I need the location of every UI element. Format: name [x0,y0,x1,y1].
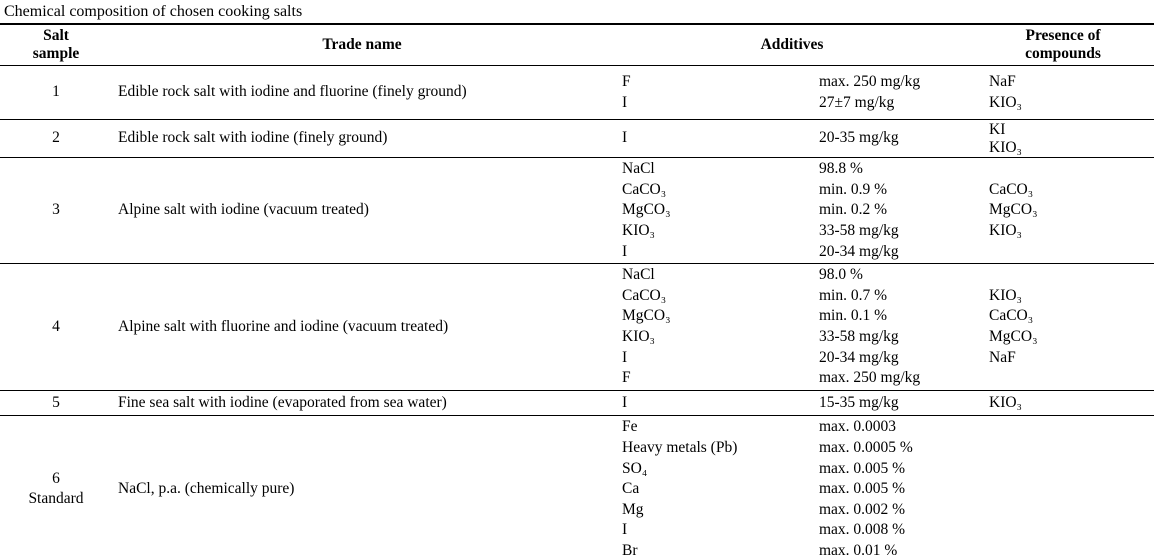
header-salt-sample-line1: Salt [43,27,69,44]
salt-sample-cell [0,158,112,264]
additive-name: I [622,348,628,366]
trade-name-cell: NaCl, p.a. (chemically pure) [118,480,295,498]
trade-name-cell: Alpine salt with fluorine and iodine (vacuum treated) [112,264,612,391]
salt-sample-note: Standard [28,490,84,508]
table-row-2 [0,120,1154,158]
additive-name: F [622,369,631,387]
additive-name-cell [612,120,807,158]
additive-name: Mg [622,500,644,518]
presence-compound: CaCO₃ [989,307,1034,325]
presence-cell [972,416,1154,560]
additive-amount: 98.0 % [819,266,863,284]
additive-name: I [622,129,628,147]
trade-name-cell: Alpine salt with iodine (vacuum treated) [112,158,612,264]
additive-amount-cell [807,158,972,264]
additive-name: SO₄ [622,459,648,477]
presence-cell [972,120,1154,158]
presence-compound: KIO₃ [989,221,1022,239]
additive-name: MgCO₃ [622,201,671,219]
additive-amount: 33-58 mg/kg [819,327,899,345]
presence-cell [972,66,1154,120]
additive-name: Br [622,541,638,559]
trade-name-cell: Edible rock salt with iodine and fluorine (finely ground) [112,66,612,120]
header-presence-line2: compounds [1025,45,1101,62]
additive-amount: 27±7 mg/kg [819,93,895,111]
salt-sample-number: 4 [52,317,60,335]
additive-amount: max. 0.005 % [819,459,906,477]
additive-amount: max. 0.0003 [819,418,897,436]
additive-amount: min. 0.9 % [819,180,888,198]
presence-compound: KIO₃ [989,138,1022,156]
additive-amount: 33-58 mg/kg [819,221,899,239]
presence-compound: MgCO₃ [989,201,1038,219]
additive-amount: 20-34 mg/kg [819,348,899,366]
additive-amount: min. 0.2 % [819,201,888,219]
additive-name-cell [612,158,807,264]
additive-amount: max. 250 mg/kg [819,369,921,387]
salt-composition-table [0,23,1154,560]
additive-amount: max. 0.002 % [819,500,906,518]
additive-amount: max. 250 mg/kg [819,73,921,90]
table-row-6 [0,416,1154,560]
salt-sample-cell [0,264,112,391]
additive-name: I [622,242,628,260]
additive-name: Fe [622,418,638,436]
additive-name-cell [612,66,807,120]
table-row-1 [0,66,1154,120]
table-row-4 [0,264,1154,391]
presence-compound: NaF [989,348,1016,366]
table-row-3 [0,158,1154,264]
additive-name-cell [612,264,807,391]
additive-name: KIO₃ [622,221,655,239]
presence-cell [972,390,1154,416]
header-salt-sample-line2: sample [32,45,80,62]
salt-sample-number: 2 [52,129,60,147]
salt-sample-number: 3 [52,201,60,219]
additive-name: NaCl [622,160,655,178]
header-trade-name: Trade name [112,24,612,66]
presence-compound: KIO₃ [989,286,1022,304]
additive-name-cell [612,390,807,416]
additive-name: Heavy metals (Pb) [622,438,738,456]
header-row [0,24,1154,66]
additive-name: NaCl [622,266,655,284]
additive-amount-cell [807,120,972,158]
salt-sample-cell [0,390,112,416]
additive-amount: 15-35 mg/kg [819,393,899,411]
salt-sample-number: 6 [52,469,60,487]
header-presence [972,24,1154,66]
additive-amount: max. 0.005 % [819,480,906,498]
additive-amount-cell [807,416,972,560]
additive-name: F [622,73,631,90]
header-presence-line1: Presence of [1025,27,1101,44]
additive-name: I [622,393,628,411]
additive-amount-cell [807,264,972,391]
salt-sample-number: 5 [52,393,60,411]
additive-name: CaCO₃ [622,180,667,198]
presence-cell [972,158,1154,264]
additive-amount: min. 0.1 % [819,307,888,325]
trade-name-cell: Fine sea salt with iodine (evaporated from sea water) [112,390,612,416]
table-row-5 [0,390,1154,416]
salt-sample-cell [0,66,112,120]
additive-amount: max. 0.0005 % [819,438,913,456]
additive-amount: max. 0.008 % [819,521,906,539]
presence-compound: KIO₃ [989,393,1022,411]
additive-amount: min. 0.7 % [819,286,888,304]
additive-amount: 20-35 mg/kg [819,129,899,147]
presence-compound: CaCO₃ [989,180,1034,198]
salt-sample-cell [0,120,112,158]
additive-amount-cell [807,390,972,416]
presence-compound: MgCO₃ [989,327,1038,345]
additive-name: MgCO₃ [622,307,671,325]
presence-compound: NaF [989,73,1016,90]
additive-amount: max. 0.01 % [819,541,898,559]
additive-name: I [622,521,628,539]
additive-name: KIO₃ [622,327,655,345]
presence-compound: KIO₃ [989,93,1022,111]
header-salt-sample [0,24,112,66]
additive-amount: 98.8 % [819,160,863,178]
trade-name-cell: Edible rock salt with iodine (finely ground) [112,120,612,158]
additive-amount: 20-34 mg/kg [819,242,899,260]
presence-compound: KI [989,121,1006,139]
table-caption: Chemical composition of chosen cooking salts [4,3,303,20]
additive-name: Ca [622,480,640,498]
additive-amount-cell [807,66,972,120]
salt-sample-number: 1 [52,83,60,101]
additive-name-cell [612,416,807,560]
additive-name: I [622,93,628,111]
header-additives: Additives [612,24,972,66]
presence-cell [972,264,1154,391]
salt-sample-cell [0,416,112,560]
additive-name: CaCO₃ [622,286,667,304]
